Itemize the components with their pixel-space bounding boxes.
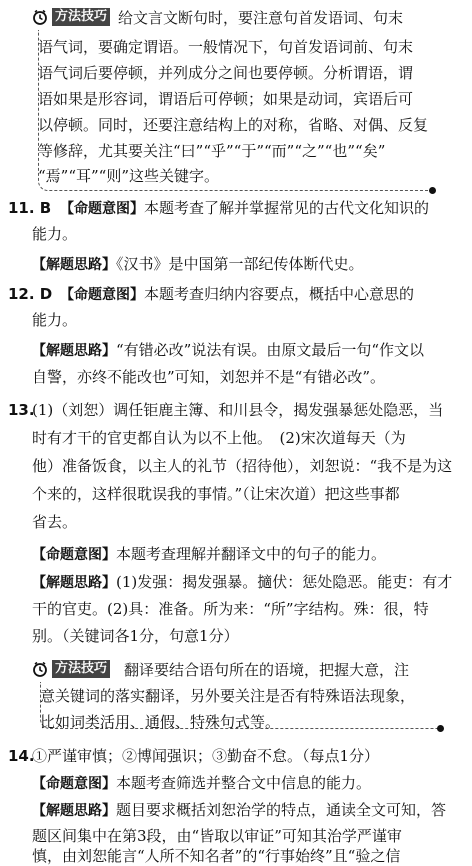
- method-tip-label: 方法技巧: [52, 8, 110, 26]
- solution-line: 【解题思路】“有错必改”说法有误。由原文最后一句“作文以: [32, 341, 425, 359]
- solution-line: 【解题思路】《汉书》是中国第一部纪传体断代史。: [32, 255, 364, 273]
- method-tip-label: 方法技巧: [52, 660, 110, 678]
- answer-line: (1)（刘恕）调任钜鹿主簿、和川县令，揭发强暴惩处隐恶，当: [32, 401, 444, 419]
- answer-line: 省去。: [32, 513, 78, 531]
- tip-text-line: 以停顿。同时，还要注意结构上的对称，省略、对偶、反复: [38, 116, 429, 134]
- solution-line: 【解题思路】(1)发强：揭发强暴。擿伏：惩处隐恶。能吏：有才: [32, 573, 453, 591]
- question-number: 11. B: [8, 199, 52, 217]
- tip-end-dot: [429, 187, 436, 194]
- clock-icon: [32, 9, 48, 25]
- intent-line: 【命题意图】本题考查筛选并整合文中信息的能力。: [32, 774, 372, 792]
- answer-line: 个来的，这样很耽误我的事情。”（让宋次道）把这些事都: [32, 485, 400, 503]
- solution-line: 题区间集中在第3段，由“皆取以审证”可知其治学严谨审: [32, 827, 402, 845]
- intent-line: 【命题意图】本题考查归纳内容要点，概括中心意思的: [60, 285, 415, 303]
- solution-line: 别。（关键词各1分，句意1分）: [32, 627, 239, 645]
- answer-line: ①严谨审慎；②博闻强识；③勤奋不怠。（每点1分）: [32, 747, 380, 765]
- tip-text-line: 语气词后要停顿，并列成分之间也要停顿。分析谓语，谓: [38, 64, 414, 82]
- tip-end-dot: [437, 725, 444, 732]
- method-tip-header: [32, 8, 110, 26]
- clock-icon: [32, 661, 48, 677]
- tip-text-line: 意关键词的落实翻译，另外要关注是否有特殊语法现象，: [40, 687, 416, 705]
- answer-line: 时有才干的官吏都自认为以不上他。 (2)宋次道每天（为: [32, 429, 406, 447]
- tip-text-line: 等修辞，尤其要关注“曰”“乎”“于”“而”“之”“也”“矣”: [38, 142, 386, 160]
- intent-line: 【命题意图】本题考查理解并翻译文中的句子的能力。: [32, 545, 387, 563]
- intent-line: 【命题意图】本题考查了解并掌握常见的古代文化知识的: [60, 199, 430, 217]
- tip-text-line: 语如果是形容词，谓语后可停顿；如果是动词，宾语后可: [38, 90, 414, 108]
- solution-line: 慎，由刘恕能言“人所不知名者”的“行事始终”且“验之信: [32, 847, 401, 865]
- tip-text-line: 翻译要结合语句所在的语境，把握大意，注: [124, 661, 410, 679]
- solution-line: 【解题思路】题目要求概括刘恕治学的特点，通读全文可知，答: [32, 801, 447, 819]
- method-tip-header: [32, 660, 110, 678]
- tip-text-line: “焉”“耳”“则”这些关键字。: [38, 167, 220, 185]
- tip-text-line: 语气词，要确定谓语。一般情况下，句首发语词前、句末: [38, 38, 414, 56]
- intent-line: 能力。: [32, 311, 78, 329]
- answer-line: 他）准备饭食，以主人的礼节（招待他），刘恕说：“我不是为这: [32, 457, 453, 475]
- solution-line: 自警，亦终不能改也”可知，刘恕并不是“有错必改”。: [32, 368, 386, 386]
- question-number: 13.: [8, 401, 35, 419]
- tip-text-line: 给文言文断句时，要注意句首发语词、句末: [118, 9, 404, 27]
- question-number: 12. D: [8, 285, 53, 303]
- tip-text-line: 比如词类活用、通假、特殊句式等。: [40, 713, 281, 731]
- solution-line: 干的官吏。(2)具：准备。所为来：“所”字结构。殊：很，特: [32, 600, 429, 618]
- question-number: 14.: [8, 747, 35, 765]
- intent-line: 能力。: [32, 225, 78, 243]
